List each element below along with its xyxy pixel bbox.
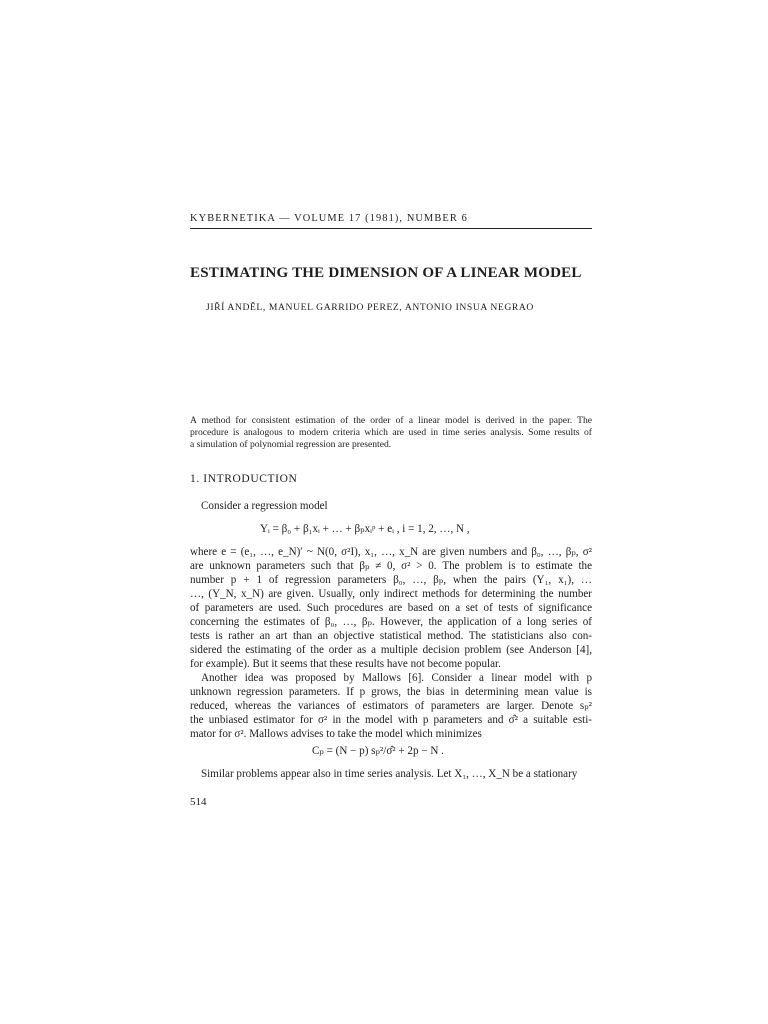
page-number: 514 — [190, 796, 207, 808]
abstract — [190, 415, 592, 451]
paragraph-line: where e = (e₁, …, e_N)′ ~ N(0, σ²I), x₁, …, x_N are given numbers and β₀, …, βₚ, σ² — [190, 546, 592, 558]
paragraph-line: unknown regression parameters. If p grows, the bias in determining mean value is — [190, 686, 592, 698]
intro-lead — [190, 499, 592, 513]
paragraph-line: the unbiased estimator for σ² in the model with p parameters and σ̂² a suitable esti- — [190, 714, 592, 726]
paragraph-line: of parameters are used. Such procedures are based on a set of tests of significance — [190, 602, 592, 614]
equation-regression-model: Yᵢ = β₀ + β₁xᵢ + … + βₚxᵢᵖ + eᵢ , i = 1, 2, …, N , — [260, 523, 470, 535]
paragraph-2 — [190, 671, 592, 741]
paragraph-line: tests is rather an art than an objective statistical method. The statisticians also con- — [190, 630, 592, 642]
intro-lead-line: Consider a regression model — [201, 500, 328, 512]
paragraph-line: are unknown parameters such that βₚ ≠ 0, σ² > 0. The problem is to estimate the — [190, 560, 592, 572]
abstract-line: procedure is analogous to modern criteria which are used in time series analysis. Some results of — [190, 427, 592, 438]
paragraph-1 — [190, 545, 592, 671]
paragraph-3 — [190, 767, 592, 781]
paper-title: ESTIMATING THE DIMENSION OF A LINEAR MODEL — [190, 265, 582, 281]
paragraph-line: Another idea was proposed by Mallows [6]. Consider a linear model with p — [201, 672, 592, 684]
paragraph-line: Similar problems appear also in time series analysis. Let X₁, …, X_N be a stationary — [201, 768, 578, 780]
paragraph-line: sidered the estimating of the order as a multiple decision problem (see Anderson [4], — [190, 644, 592, 656]
paragraph-line: reduced, whereas the variances of estimators of parameters are larger. Denote sₚ² — [190, 700, 592, 712]
header-rule — [190, 228, 592, 229]
abstract-line: a simulation of polynomial regression are presented. — [190, 439, 392, 450]
equation-mallows-cp: Cₚ = (N − p) sₚ²/σ̂² + 2p − N . — [312, 745, 444, 757]
paragraph-line: mator for σ². Mallows advises to take the model which minimizes — [190, 728, 482, 740]
journal-header: KYBERNETIKA — VOLUME 17 (1981), NUMBER 6 — [190, 213, 468, 224]
author-list: JIŘÍ ANDĚL, MANUEL GARRIDO PEREZ, ANTONIO INSUA NEGRAO — [206, 302, 534, 313]
paragraph-line: number p + 1 of regression parameters β₀, …, βₚ, when the pairs (Y₁, x₁), … — [190, 574, 592, 586]
abstract-line: A method for consistent estimation of the order of a linear model is derived in the paper. The — [190, 415, 592, 426]
paragraph-line: for example). But it seems that these results have not become popular. — [190, 658, 501, 670]
paragraph-line: concerning the estimates of β₀, …, βₚ. However, the application of a long series of — [190, 616, 592, 628]
section-heading: 1. INTRODUCTION — [190, 473, 298, 485]
paragraph-line: …, (Y_N, x_N) are given. Usually, only indirect methods for determining the number — [190, 588, 592, 600]
